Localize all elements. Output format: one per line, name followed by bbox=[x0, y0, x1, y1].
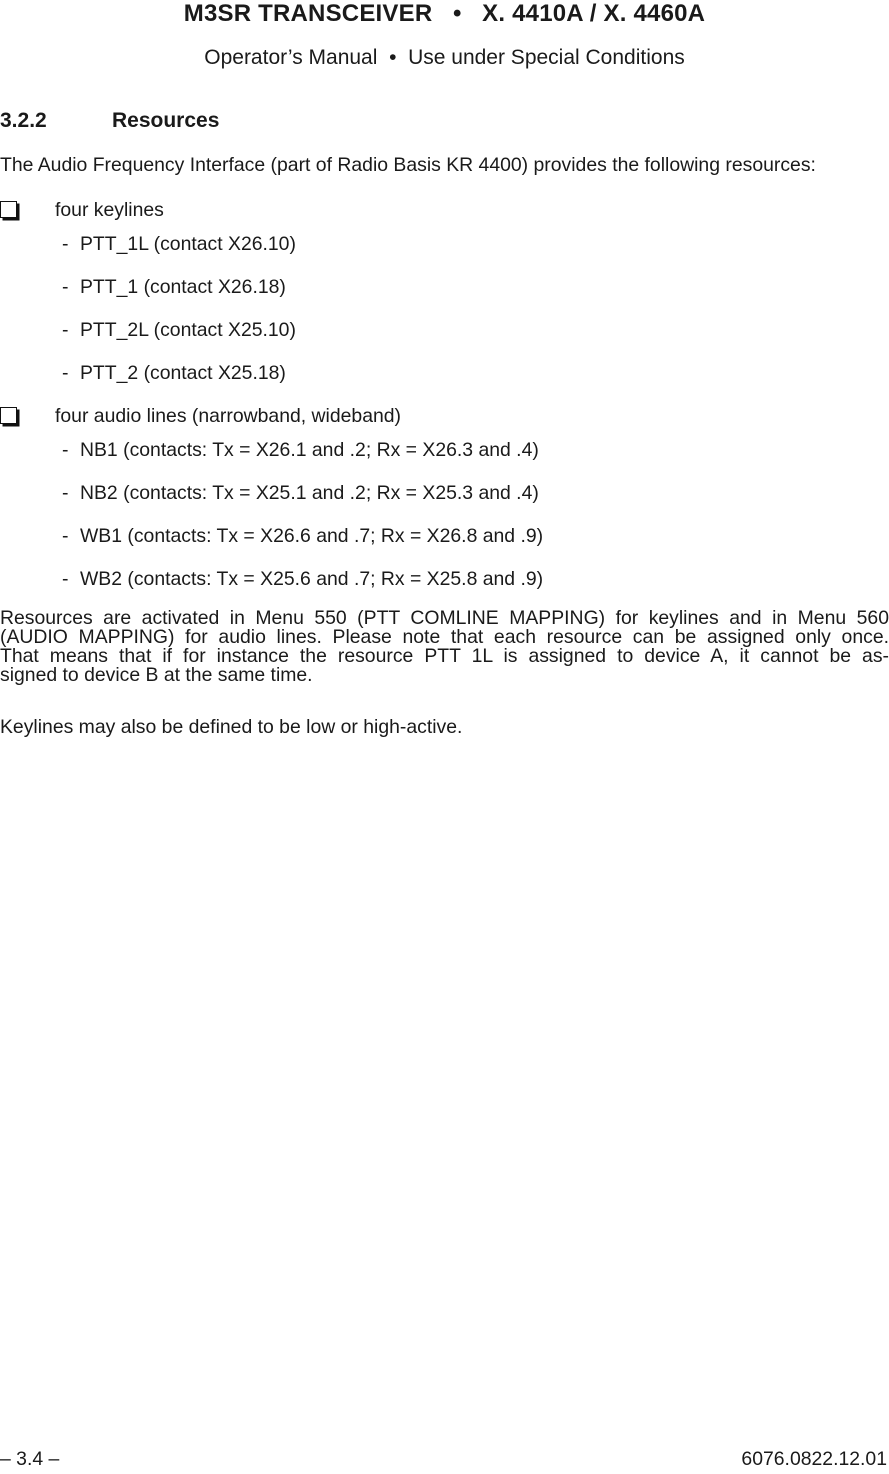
dash-marker: - bbox=[62, 525, 69, 547]
list-item: - NB2 (contacts: Tx = X25.1 and .2; Rx = X25.3 and .4) bbox=[62, 482, 539, 504]
list-item: - PTT_1L (contact X26.10) bbox=[62, 233, 296, 255]
section-heading bbox=[0, 108, 219, 134]
list-item: - PTT_2L (contact X25.10) bbox=[62, 319, 296, 341]
bullet-label: four keylines bbox=[55, 199, 164, 221]
document-number: 6076.0822.12.01 bbox=[741, 1448, 887, 1470]
mapping-paragraph bbox=[0, 609, 889, 685]
dash-marker: - bbox=[62, 482, 69, 504]
keylines-paragraph: Keylines may also be defined to be low or high-active. bbox=[0, 716, 463, 738]
list-item: - NB1 (contacts: Tx = X26.1 and .2; Rx = X26.3 and .4) bbox=[62, 439, 539, 461]
list-item: - PTT_1 (contact X26.18) bbox=[62, 276, 286, 298]
checkbox-bullet-icon bbox=[0, 201, 17, 218]
list-item: - PTT_2 (contact X25.18) bbox=[62, 362, 286, 384]
paragraph-line: That means that if for instance the resource PTT 1L is assigned to device A, it cannot be as- bbox=[0, 645, 889, 667]
paragraph-line: Resources are activated in Menu 550 (PTT COMLINE MAPPING) for keylines and in Menu 560 bbox=[0, 607, 889, 629]
dash-marker: - bbox=[62, 276, 69, 298]
section-number: 3.2.2 bbox=[0, 109, 47, 132]
paragraph-line: signed to device B at the same time. bbox=[0, 664, 313, 686]
section-title: Resources bbox=[112, 109, 220, 132]
dash-marker: - bbox=[62, 319, 69, 341]
dash-marker: - bbox=[62, 568, 69, 590]
paragraph-line: (AUDIO MAPPING) for audio lines. Please note that each resource can be assigned only once. bbox=[0, 626, 889, 648]
checkbox-bullet-icon bbox=[0, 407, 17, 424]
dash-marker: - bbox=[62, 233, 69, 255]
dash-marker: - bbox=[62, 439, 69, 461]
dash-marker: - bbox=[62, 362, 69, 384]
intro-paragraph: The Audio Frequency Interface (part of Radio Basis KR 4400) provides the following resources: bbox=[0, 154, 816, 176]
document-title: M3SR TRANSCEIVER • X. 4410A / X. 4460A bbox=[183, 0, 706, 27]
list-item: - WB1 (contacts: Tx = X26.6 and .7; Rx = X26.8 and .9) bbox=[62, 525, 544, 547]
document-subtitle: Operator’s Manual • Use under Special Conditions bbox=[204, 46, 685, 69]
list-item: - WB2 (contacts: Tx = X25.6 and .7; Rx = X25.8 and .9) bbox=[62, 568, 544, 590]
page-number: – 3.4 – bbox=[0, 1448, 60, 1470]
bullet-label: four audio lines (narrowband, wideband) bbox=[55, 405, 402, 427]
